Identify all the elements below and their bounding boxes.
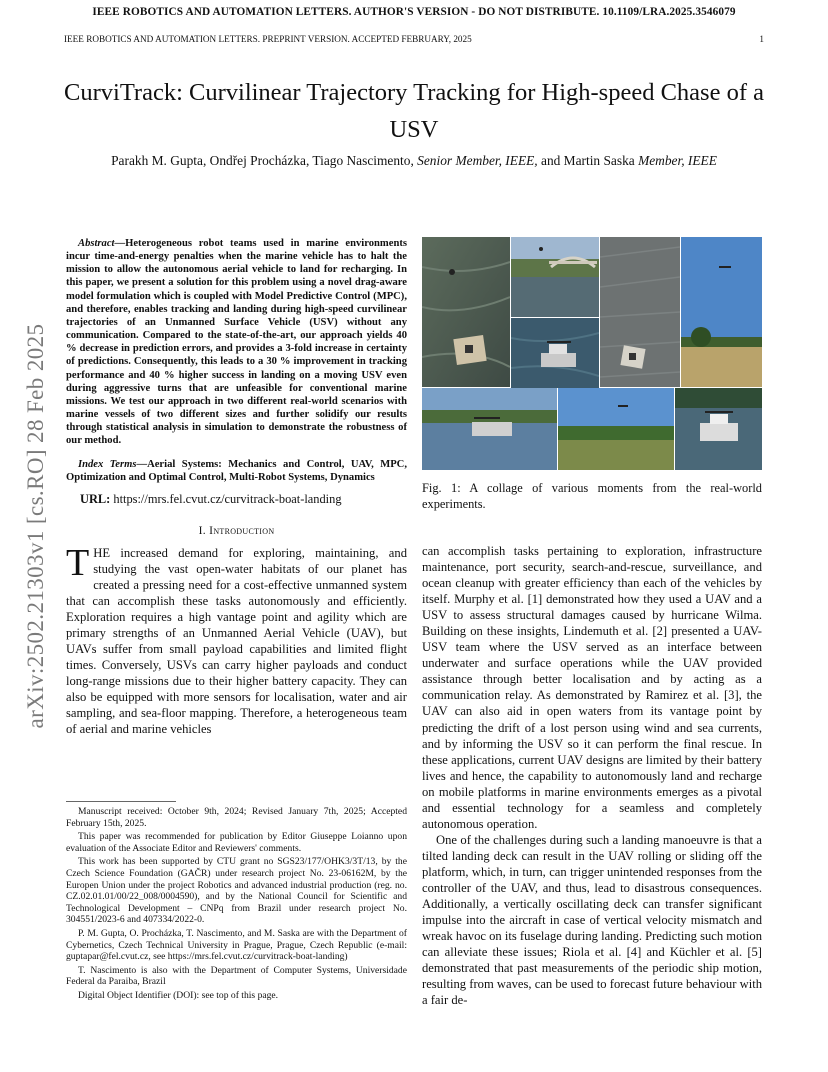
section-heading-introduction xyxy=(66,524,407,537)
photo-bridge-river xyxy=(511,237,599,317)
authors-part-2: and Martin Saska xyxy=(537,153,639,168)
first-word: HE xyxy=(93,545,111,560)
right-column xyxy=(422,237,762,512)
project-url xyxy=(80,492,407,507)
photo-aerial-tag xyxy=(600,237,680,387)
author-list xyxy=(40,153,788,169)
photo-aerial-tag-graphic xyxy=(600,237,680,387)
running-head xyxy=(64,34,764,44)
intro-paragraph-1-text: increased demand for exploring, maintaining, and studying the vast open-water habitats of our planet has created a pressing need for a cost-effective unmanned system that can accomplish these tasks autonomously and efficiently. Exploration requires a high vantage point and agility which are primary strengths of an Unmanned Aerial Vehicle (UAV), but UAVs suffer from small payload capabilities and limited flight times. Conversely, USVs can carry higher payloads and conduct long-range missions due to their higher battery capacity. They can also be equipped with more sensors for localisation, water and air sampling, and sea-floor mapping. Therefore, a heterogeneous team of aerial and marine vehicles xyxy=(66,545,407,737)
footnote: T. Nascimento is also with the Department of Computer Systems, Universidade Federal da Paraiba, Brazil xyxy=(66,964,407,988)
photo-field-drone xyxy=(558,388,674,470)
photo-field-graphic xyxy=(558,388,674,470)
right-column-text xyxy=(422,543,762,1008)
footnote: This work has been supported by CTU grant no SGS23/177/OHK3/3T/13, by the Czech Science Foundation (GAČR) under research project No. 23-06162M, by the Europen Union under the project Robotics and advanced industrial production (reg. no. CZ.02.01.01/00/22_008/0004590), and by the National Council for Scientific and Technological Development – CNPq from Brazil under research project No. 304551/2023-6 and 407334/2022-0. xyxy=(66,856,407,926)
author-membership-1: Senior Member, IEEE, xyxy=(417,153,538,168)
photo-bridge-graphic xyxy=(511,237,599,317)
abstract-text: —Heterogeneous robot teams used in marine environments incur time-and-energy penalties when the marine vehicle has to halt the mission to allow the autonomous aerial vehicle to land for recharging. In this paper, we present a solution for this problem using a novel drag-aware model formulation which is coupled with Model Predictive Control (MPC), and therefore, enables tracking and landing during high-speed curvilinear trajectories of an Unmanned Surface Vehicle (USV) without any communication. Compared to the state-of-the-art, our approach yields 40 % decrease in prediction errors, and provides a 3-fold increase in certainty of predictions. Consequently, this leads to a 30 % improvement in tracking performance and 40 % higher success in landing on a moving USV even during aggressive turns that are unfeasible for conventional marine missions. We test our approach in two different real-world scenarios with marine vessels of two different sizes and further solidify our results through statistical analysis in simulation to demonstrate the robustness of our method. xyxy=(66,238,407,447)
figure-caption: Fig. 1: A collage of various moments from the real-world experiments. xyxy=(422,481,762,511)
photo-drone-sky-graphic xyxy=(681,237,762,387)
section-numeral: I. xyxy=(198,523,210,537)
footnotes xyxy=(66,806,407,1004)
page-number: 1 xyxy=(759,34,764,44)
drop-cap: T xyxy=(66,541,90,584)
authors-part-1: Parakh M. Gupta, Ondřej Procházka, Tiago Nascimento, xyxy=(111,153,418,168)
author-membership-2: Member, IEEE xyxy=(638,153,717,168)
url-label: URL: xyxy=(80,491,111,506)
footnote: Digital Object Identifier (DOI): see top of this page. xyxy=(78,989,279,1001)
photo-boat-river-bottom xyxy=(422,388,557,470)
index-terms-label: Index Terms xyxy=(78,458,137,470)
footnote: Manuscript received: October 9th, 2024; Revised January 7th, 2025; Accepted February 15th, 2025. xyxy=(66,806,407,829)
photo-boat-river-graphic xyxy=(422,388,557,470)
paper-title: CurviTrack: Curvilinear Trajectory Tracking for High-speed Chase of a USV xyxy=(64,79,764,143)
figure-collage xyxy=(422,237,762,470)
intro-paragraph-1 xyxy=(66,541,407,738)
footnote: P. M. Gupta, O. Procházka, T. Nascimento, and M. Saska are with the Department of Cybernetics, Czech Technical University in Prague, Prague, Czech Republic (e-mail: guptapar@fel.cvut.cz, see https://mrs.fel.cvut.cz/curvitrack-boat-landing) xyxy=(66,927,407,963)
abstract-label: Abstract xyxy=(78,238,115,249)
intro-paragraph-continued: can accomplish tasks pertaining to exploration, infrastructure maintenance, port security, search-and-rescue, surveillance, and ocean cleanup with greater efficiency than each of the vehicles by itself. Murphy et al. [1] demonstrated how they used a UAV and a USV to assess structural damages caused by hurricane Wilma. Building on these insights, Lindemuth et al. [2] presented a UAV-USV team where the USV served as an interface between underwater and surface operations while the UAV provided assistance through better localisation and by acting as a communication relay. As demonstrated by Ramirez et al. [3], the UAV can also aid in open waters from its vantage point by predicting the drift of a lost person using wind and sea currents, and by informing the USV so it can perform the final rescue. In these applications, current UAV designs are limited by their battery lives and hence, the capability to autonomously land and recharge on mobile platforms in marine environments emerges as a pivotal and essential technology for a seamless and completely autonomous operation. xyxy=(422,544,762,831)
photo-boat-drone-close xyxy=(511,318,599,388)
intro-paragraph-2: One of the challenges during such a landing manoeuvre is that a tilted landing deck can result in the UAV rolling or sliding off the platform, which, in turn, can trigger unintended responses from the controller of the UAV, and thus, lead to disastrous consequences. Additionally, a vertically oscillating deck can transfer significant impulse into the aircraft in case of vertical velocity mismatch and wreak havoc on its fuselage during landing. Predicting such motion can alleviate these issues; Riola et al. [4] and Küchler et al. [5] demonstrated that past measurements of the periodic ship motion, resulting from waves, can be used to forecast future behaviour with a fair de- xyxy=(422,832,762,1008)
doi-banner: IEEE ROBOTICS AND AUTOMATION LETTERS. AUTHOR'S VERSION - DO NOT DISTRIBUTE. 10.1109/LRA.2025.3546079 xyxy=(92,6,736,18)
running-head-text: IEEE ROBOTICS AND AUTOMATION LETTERS. PREPRINT VERSION. ACCEPTED FEBRUARY, 2025 xyxy=(64,34,472,44)
abstract xyxy=(66,237,407,448)
left-column xyxy=(66,237,407,737)
index-terms-text: —Aerial Systems: Mechanics and Control, UAV, MPC, Optimization and Optimal Control, Multi-Robot Systems, Dynamics xyxy=(66,458,407,483)
photo-boat-lake-graphic xyxy=(675,388,762,470)
photo-boat-close-graphic xyxy=(511,318,599,388)
footnote: This paper was recommended for publication by Editor Giuseppe Loianno upon evaluation of the Associate Editor and Reviewers' comments. xyxy=(66,831,407,854)
url-link[interactable]: https://mrs.fel.cvut.cz/curvitrack-boat-landing xyxy=(110,491,342,506)
arxiv-stamp: arXiv:2502.21303v1 [cs.RO] 28 Feb 2025 xyxy=(23,323,48,729)
index-terms xyxy=(66,458,407,484)
photo-landing-pad-graphic xyxy=(422,237,510,387)
photo-drone-sky xyxy=(681,237,762,387)
section-title: Introduction xyxy=(209,523,275,537)
photo-landing-pad-on-water xyxy=(422,237,510,387)
photo-boat-lake xyxy=(675,388,762,470)
footnote-rule xyxy=(66,801,176,802)
